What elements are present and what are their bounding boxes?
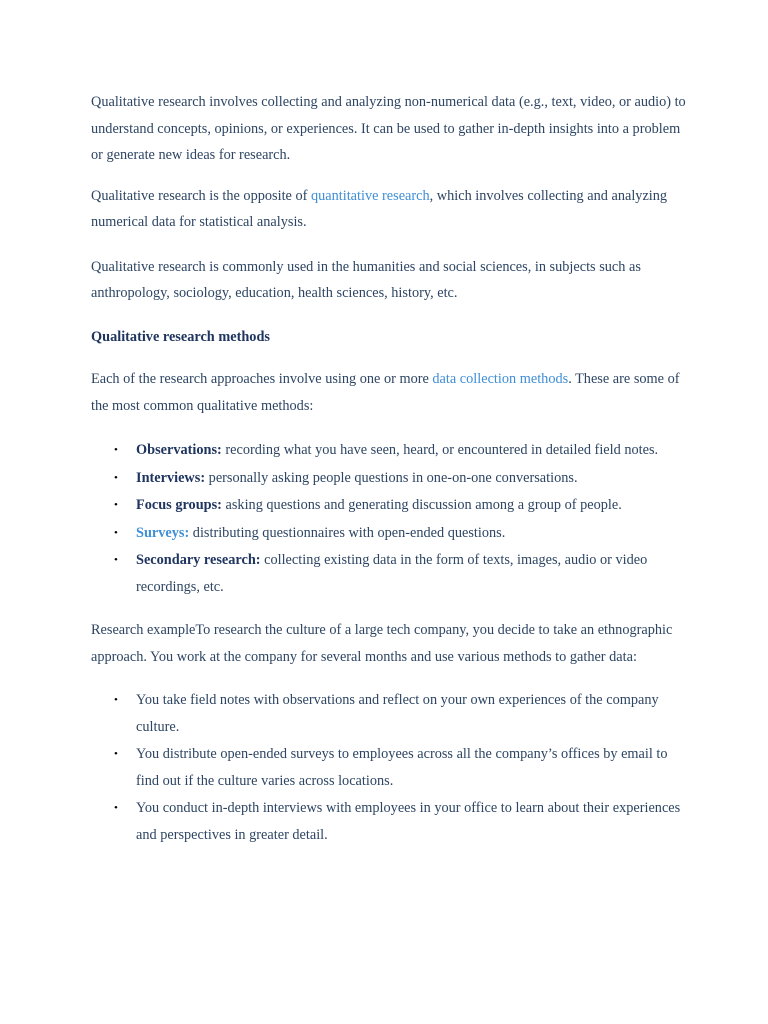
bullet-icon: • (114, 444, 118, 456)
example-item-text: You take field notes with observations and reflect on your own experiences of the company culture. (136, 692, 659, 735)
usage-paragraph: Qualitative research is commonly used in the humanities and social sciences, in subjects such as anthropology, sociology, education, health sciences, history, etc. (91, 258, 641, 301)
example-list (91, 687, 691, 848)
list-item (91, 465, 691, 492)
opposite-paragraph-after: , which involves collecting and analyzing numerical data for statistical analysis. (91, 187, 668, 230)
methods-intro-paragraph (91, 366, 691, 419)
intro-paragraph: Qualitative research involves collecting and analyzing non-numerical data (e.g., text, video, or audio) to understand concepts, opinions, or experiences. It can be used to gather in-depth insights into a problem or generate new ideas for research. (91, 94, 686, 163)
method-description: asking questions and generating discussion among a group of people. (221, 497, 622, 513)
list-item (91, 687, 691, 740)
bullet-icon: • (114, 802, 118, 814)
method-term: Interviews: (136, 469, 206, 486)
list-item (91, 795, 691, 848)
bullet-icon: • (114, 499, 118, 511)
list-item (91, 492, 691, 519)
research-example-paragraph: Research exampleTo research the culture of a large tech company, you decide to take an ethnographic approach. You work at the company for several months and use various methods to gather data: (91, 622, 673, 665)
example-item-text: You conduct in-depth interviews with employees in your office to learn about their experiences and perspectives in greater detail. (136, 800, 681, 843)
surveys-link[interactable]: Surveys: (136, 524, 190, 541)
quantitative-research-link[interactable]: quantitative research (310, 187, 430, 204)
data-collection-methods-link[interactable]: data collection methods (432, 371, 569, 387)
methods-heading: Qualitative research methods (91, 328, 270, 345)
example-item-text: You distribute open-ended surveys to employees across all the company’s offices by email to find out if the culture varies across locations. (136, 746, 668, 789)
method-description: distributing questionnaires with open-ended questions. (189, 524, 506, 541)
list-item (91, 547, 691, 600)
bullet-icon: • (114, 471, 118, 484)
list-item (91, 741, 691, 794)
bullet-icon: • (114, 694, 118, 706)
method-term: Focus groups: (136, 497, 222, 513)
methods-intro-after: . These are some of the most common qualitative methods: (91, 371, 680, 414)
method-term: Secondary research: (136, 552, 261, 568)
bullet-icon: • (114, 526, 118, 539)
method-description: recording what you have seen, heard, or encountered in detailed field notes. (221, 442, 659, 458)
document-body (91, 89, 691, 849)
method-term: Observations: (136, 442, 222, 458)
list-item (91, 437, 691, 464)
methods-intro-before: Each of the research approaches involve using one or more (91, 371, 433, 387)
list-item (91, 520, 691, 547)
bullet-icon: • (114, 554, 118, 566)
opposite-paragraph-before: Qualitative research is the opposite of (91, 187, 311, 204)
bullet-icon: • (114, 748, 118, 760)
method-description: personally asking people questions in one-on-one conversations. (205, 469, 578, 486)
method-description: collecting existing data in the form of texts, images, audio or video recordings, etc. (136, 552, 648, 595)
methods-list (91, 437, 691, 600)
opposite-paragraph (91, 183, 691, 236)
